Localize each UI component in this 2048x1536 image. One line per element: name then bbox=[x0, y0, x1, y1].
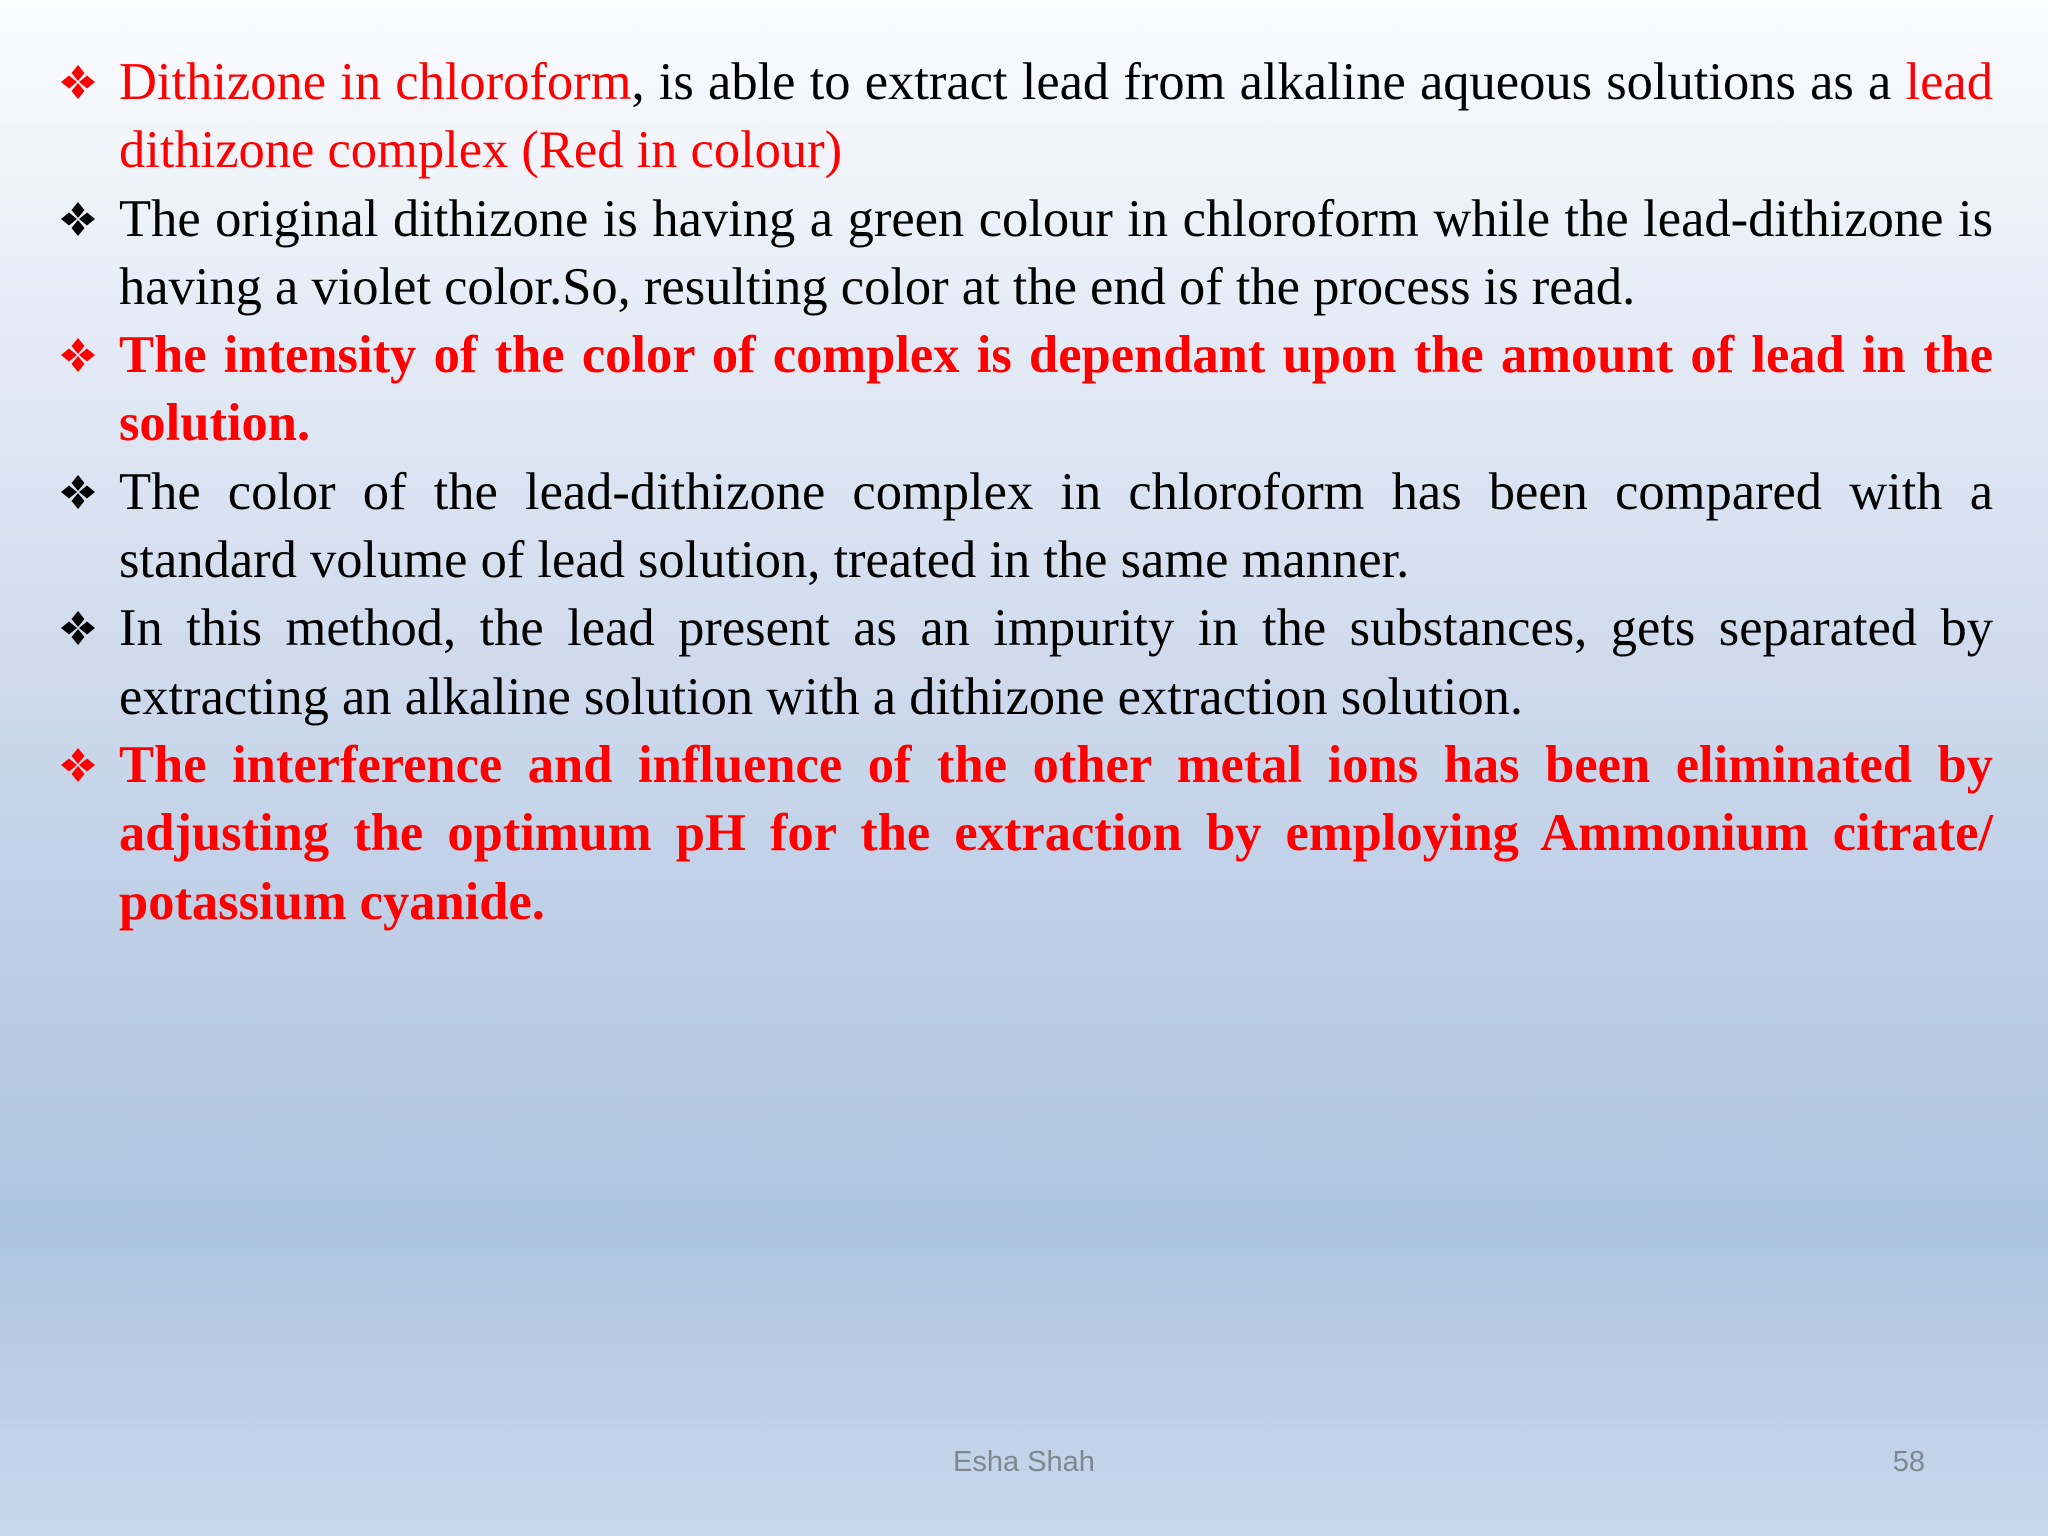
page-number: 58 bbox=[1892, 1446, 1925, 1478]
bullet-4-text: The color of the lead-dithizone complex in chloroform has been compared with a standard volume of lead solution, treated in the same manner. bbox=[119, 462, 1993, 590]
bullet-item-3 bbox=[58, 321, 1993, 458]
bullet-1-text-a: Dithizone in chloroform bbox=[119, 53, 632, 111]
bullet-6-text: The interference and influence of the other metal ions has been eliminated by adjusting the optimum pH for the extraction by employing Ammonium citrate/ potassium cyanide. bbox=[119, 735, 1993, 931]
bullet-item-4 bbox=[58, 458, 1993, 595]
four-diamond-bullet-icon bbox=[58, 594, 104, 662]
bullet-2-text: The original dithizone is having a green colour in chloroform while the lead-dithizone is having a violet color.So, resulting color at the end of the process is read. bbox=[119, 189, 1993, 316]
four-diamond-bullet-icon bbox=[58, 321, 104, 389]
bullet-3-text: The intensity of the color of complex is dependant upon the amount of lead in the solution. bbox=[119, 326, 1993, 453]
four-diamond-bullet-icon bbox=[58, 731, 104, 799]
bullet-1-text-c: lead dithizone complex (Red in colour) bbox=[119, 53, 1993, 180]
footer-author: Esha Shah bbox=[953, 1446, 1095, 1478]
bullet-item-6 bbox=[58, 731, 1993, 936]
bullet-item-5 bbox=[58, 594, 1993, 731]
bullet-item-1 bbox=[58, 48, 1993, 185]
bullet-1-text-b: , is able to extract lead from alkaline aqueous solutions as a bbox=[631, 53, 1906, 111]
bullet-item-2 bbox=[58, 185, 1993, 322]
four-diamond-bullet-icon bbox=[58, 48, 104, 116]
four-diamond-bullet-icon bbox=[58, 458, 104, 526]
four-diamond-bullet-icon bbox=[58, 185, 104, 253]
bullet-5-text: In this method, the lead present as an impurity in the substances, gets separated by extracting an alkaline solution with a dithizone extraction solution. bbox=[119, 599, 1993, 726]
bullet-list bbox=[58, 48, 1993, 936]
